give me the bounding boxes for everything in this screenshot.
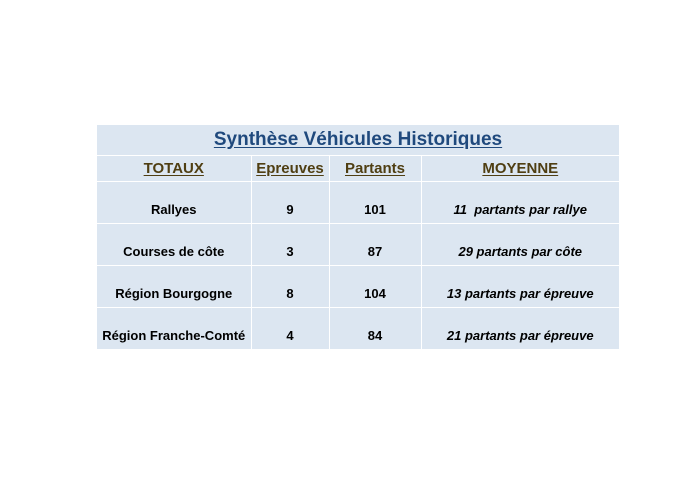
row-epreuves: 4 xyxy=(251,308,329,350)
row-moyenne: 11 partants par rallye xyxy=(421,182,619,224)
header-epreuves: Epreuves xyxy=(251,156,329,182)
table-row xyxy=(97,224,619,266)
header-partants: Partants xyxy=(329,156,421,182)
row-partants: 87 xyxy=(329,224,421,266)
summary-table xyxy=(97,156,619,349)
summary-table-block xyxy=(97,125,619,349)
row-moyenne: 29 partants par côte xyxy=(421,224,619,266)
row-partants: 84 xyxy=(329,308,421,350)
row-epreuves: 8 xyxy=(251,266,329,308)
row-label: Courses de côte xyxy=(97,224,251,266)
row-label: Région Franche-Comté xyxy=(97,308,251,350)
row-epreuves: 3 xyxy=(251,224,329,266)
row-moyenne: 21 partants par épreuve xyxy=(446,328,594,343)
table-row xyxy=(97,308,619,350)
row-label: Rallyes xyxy=(97,182,251,224)
table-row xyxy=(97,266,619,308)
row-partants: 101 xyxy=(329,182,421,224)
header-totaux: TOTAUX xyxy=(97,156,251,182)
row-label: Région Bourgogne xyxy=(97,266,251,308)
row-epreuves: 9 xyxy=(251,182,329,224)
table-title: Synthèse Véhicules Historiques xyxy=(213,129,503,150)
table-row xyxy=(97,182,619,224)
row-moyenne: 13 partants par épreuve xyxy=(421,266,619,308)
title-row xyxy=(97,125,619,156)
header-moyenne: MOYENNE xyxy=(421,156,619,182)
header-row xyxy=(97,156,619,182)
row-partants: 104 xyxy=(329,266,421,308)
